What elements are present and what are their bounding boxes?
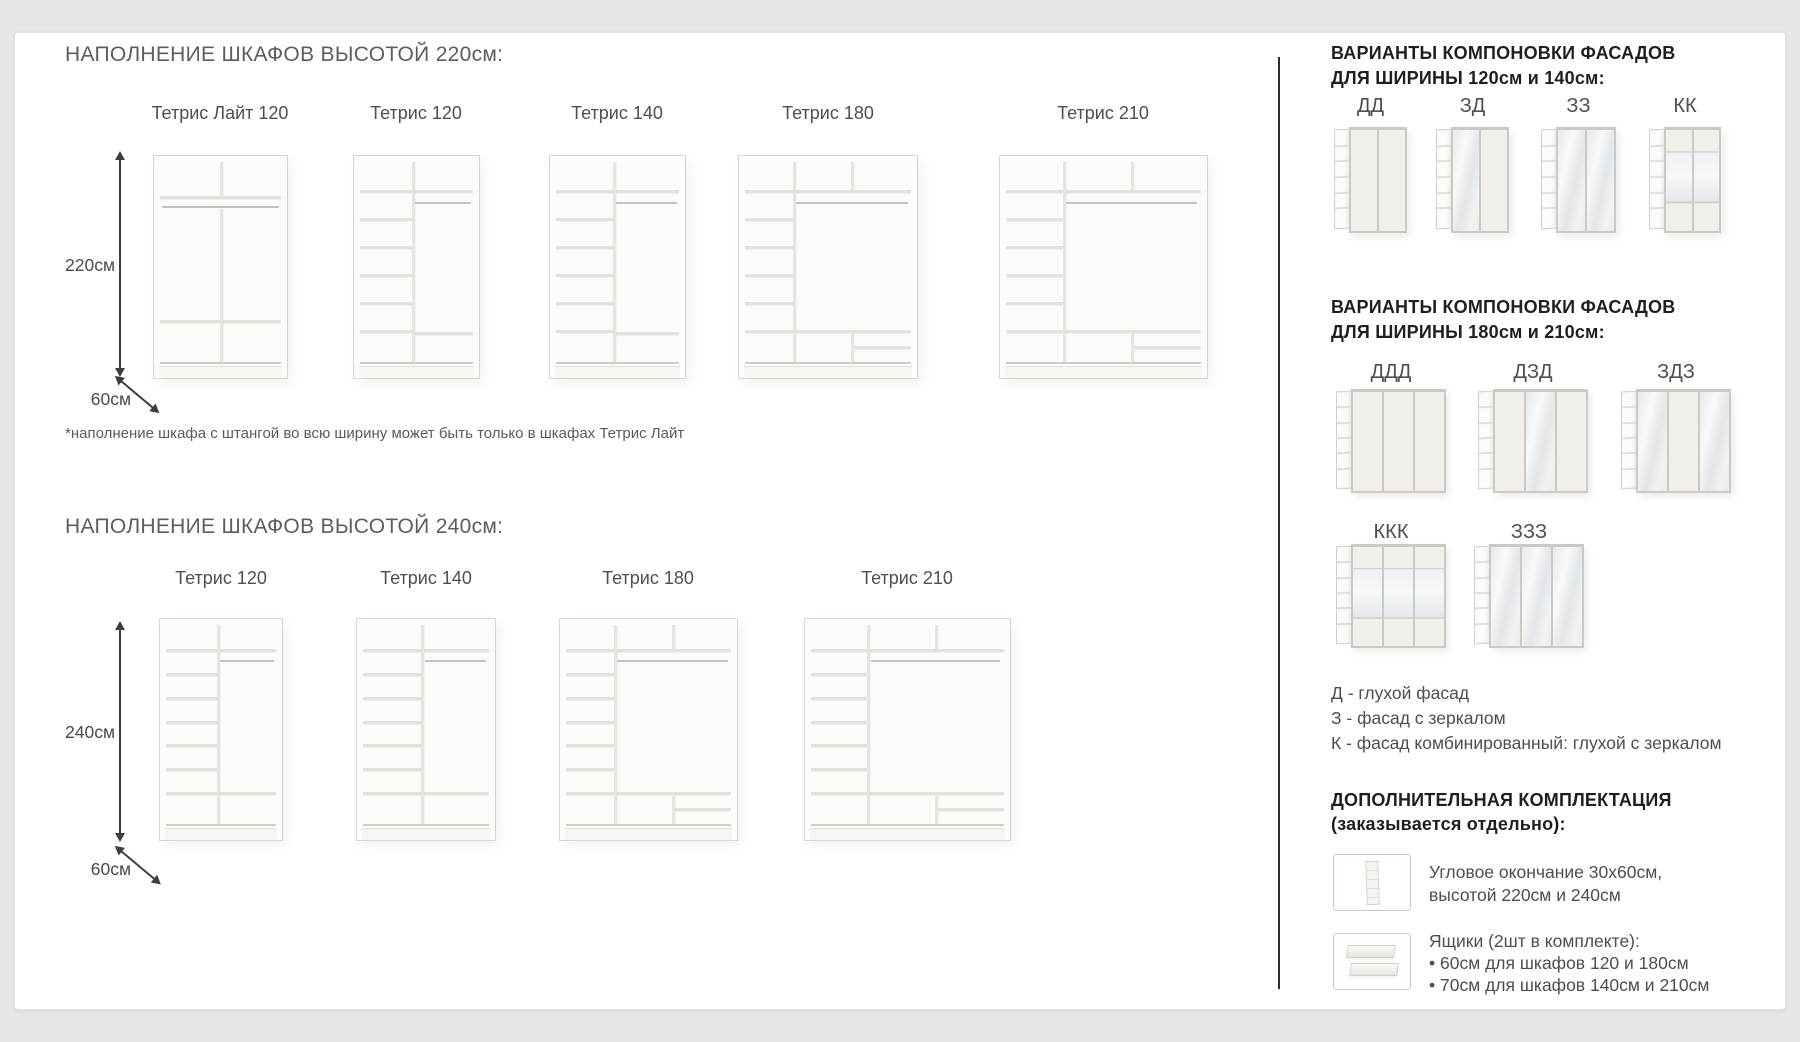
drawer-shape xyxy=(1349,963,1399,976)
door-line xyxy=(1453,130,1481,231)
divv-line xyxy=(220,320,223,362)
shelf-line xyxy=(811,673,867,676)
shelf-line xyxy=(556,274,613,277)
divv-line xyxy=(613,162,616,362)
section-220-title: НАПОЛНЕНИЕ ШКАФОВ ВЫСОТОЙ 220см: xyxy=(65,43,504,66)
fdoors-line xyxy=(1351,544,1446,648)
extras-item-line: высотой 220см и 240см xyxy=(1429,885,1621,905)
fshelf-line xyxy=(1335,160,1349,163)
shelf-line xyxy=(745,330,793,333)
shelf-line xyxy=(935,808,1004,811)
height-dimension-arrow xyxy=(119,629,121,834)
door-line xyxy=(1353,547,1384,646)
divv-line xyxy=(614,625,617,824)
divv-line xyxy=(421,625,424,824)
wardrobe-label: Тетрис 120 xyxy=(370,103,462,123)
door-line xyxy=(1553,547,1582,646)
fside-line xyxy=(1621,391,1637,490)
shelf-line xyxy=(360,218,412,221)
facade-variant-label: ДД xyxy=(1356,95,1385,117)
fshelf-line xyxy=(1437,176,1451,179)
door-line xyxy=(1415,392,1444,491)
wardrobe-diagram xyxy=(738,155,918,379)
corner-piece-shape xyxy=(1365,861,1380,905)
wardrobe-interior xyxy=(166,625,276,824)
facade-variant-label: ДДД xyxy=(1370,361,1412,383)
fshelf-line xyxy=(1337,452,1351,455)
fside-line xyxy=(1436,129,1452,230)
shelf-line xyxy=(1006,190,1063,193)
depth-dimension-label: 60см xyxy=(90,859,131,879)
door-line xyxy=(1526,392,1557,491)
shelf-line xyxy=(363,744,421,747)
door-line xyxy=(1587,130,1614,231)
shelf-line xyxy=(360,246,412,249)
fshelf-line xyxy=(1542,207,1556,210)
shelf-line xyxy=(566,697,614,700)
facade-variant-label: ЗД xyxy=(1459,95,1486,117)
fshelf-line xyxy=(1479,452,1493,455)
fshelf-line xyxy=(1542,176,1556,179)
door-track xyxy=(745,362,911,364)
drawers-icon xyxy=(1333,933,1411,990)
shelf-line xyxy=(166,792,217,795)
divv-line xyxy=(793,162,796,362)
wardrobe-label: Тетрис 210 xyxy=(1057,103,1149,123)
wardrobe-label: Тетрис 140 xyxy=(571,103,663,123)
rod-line xyxy=(796,202,907,204)
fshelf-line xyxy=(1337,592,1351,595)
rod-line xyxy=(415,202,470,204)
footnote: *наполнение шкафа с штангой во всю ширину может быть только в шкафах Тетрис Лайт xyxy=(65,425,685,442)
fshelf-line xyxy=(1479,421,1493,424)
plinth xyxy=(362,828,490,840)
fshelf-line xyxy=(1437,144,1451,147)
plinth xyxy=(810,828,1005,840)
fside-line xyxy=(1649,129,1665,230)
divv-line xyxy=(935,625,938,649)
divv-line xyxy=(1131,330,1134,362)
facade-variant-image xyxy=(1474,544,1584,648)
shelf-line xyxy=(811,697,867,700)
fshelf-line xyxy=(1337,437,1351,440)
facade-variant-image xyxy=(1334,127,1407,233)
wardrobe-diagram xyxy=(353,155,480,379)
shelf-line xyxy=(360,302,412,305)
facade-legend-line: З - фасад с зеркалом xyxy=(1331,708,1506,728)
shelf-line xyxy=(363,649,421,652)
facade-variant-image xyxy=(1436,127,1509,233)
height-dimension-arrow xyxy=(119,159,121,369)
door-line xyxy=(1384,547,1415,646)
fshelf-line xyxy=(1437,160,1451,163)
shelf-line xyxy=(745,274,793,277)
door-line xyxy=(1353,392,1384,491)
door-track xyxy=(363,824,489,826)
facade-variant-image xyxy=(1478,389,1588,493)
fshelf-line xyxy=(1475,592,1489,595)
shelf-line xyxy=(166,673,217,676)
fdoors-line xyxy=(1349,127,1407,233)
fdoors-line xyxy=(1489,544,1584,648)
wardrobe-interior xyxy=(745,162,911,362)
facade-variant-image xyxy=(1621,389,1731,493)
extras-item-line: Угловое окончание 30х60см, xyxy=(1429,862,1663,882)
shelf-line xyxy=(363,697,421,700)
shelf-line xyxy=(1006,274,1063,277)
height-dimension-label: 240см xyxy=(65,722,115,742)
shelf-line xyxy=(566,768,614,771)
facade-legend-line: К - фасад комбинированный: глухой с зеркалом xyxy=(1331,733,1722,753)
shelf-line xyxy=(566,721,614,724)
shelf-line xyxy=(1006,246,1063,249)
door-line xyxy=(1700,392,1729,491)
shelf-line xyxy=(613,190,679,193)
shelf-line xyxy=(867,649,1004,652)
rod-line xyxy=(871,660,1000,662)
fshelf-line xyxy=(1475,561,1489,564)
fshelf-line xyxy=(1337,607,1351,610)
shelf-line xyxy=(1006,218,1063,221)
fshelf-line xyxy=(1622,421,1636,424)
door-track xyxy=(566,824,731,826)
fshelf-line xyxy=(1337,406,1351,409)
fside-line xyxy=(1474,546,1490,645)
shelf-line xyxy=(412,332,473,335)
fdoors-line xyxy=(1493,389,1588,493)
fshelf-line xyxy=(1335,176,1349,179)
divv-line xyxy=(1131,162,1134,190)
facade-variant-image xyxy=(1336,544,1446,648)
door-line xyxy=(1669,392,1700,491)
fshelf-line xyxy=(1335,191,1349,194)
shelf-line xyxy=(556,330,613,333)
shelf-line xyxy=(217,792,276,795)
wardrobe-interior xyxy=(363,625,489,824)
facade-variant-label: ККК xyxy=(1373,521,1409,543)
fshelf-line xyxy=(1437,191,1451,194)
door-track xyxy=(166,824,276,826)
door-line xyxy=(1557,392,1586,491)
wardrobe-diagram xyxy=(559,618,738,841)
facade-group1-title-line1: ВАРИАНТЫ КОМПОНОВКИ ФАСАДОВ xyxy=(1331,43,1676,63)
wardrobe-label: Тетрис 180 xyxy=(782,103,874,123)
facade-variant-image xyxy=(1336,389,1446,493)
fdoors-line xyxy=(1451,127,1509,233)
shelf-line xyxy=(556,302,613,305)
height-dimension-label: 220см xyxy=(65,255,115,275)
section-240-title: НАПОЛНЕНИЕ ШКАФОВ ВЫСОТОЙ 240см: xyxy=(65,515,504,538)
door-line xyxy=(1351,130,1379,231)
facade-variant-image xyxy=(1649,127,1721,233)
extras-title-line1: ДОПОЛНИТЕЛЬНАЯ КОМПЛЕКТАЦИЯ xyxy=(1331,790,1672,810)
wardrobe-diagram xyxy=(356,618,496,841)
shelf-line xyxy=(166,721,217,724)
divv-line xyxy=(672,625,675,649)
fdoors-line xyxy=(1636,389,1731,493)
door-track xyxy=(1006,362,1201,364)
shelf-line xyxy=(217,649,276,652)
rod-line xyxy=(1066,202,1197,204)
fdoors-line xyxy=(1664,127,1721,233)
shelf-line xyxy=(566,744,614,747)
plinth xyxy=(744,366,912,378)
fshelf-line xyxy=(1622,406,1636,409)
divv-line xyxy=(935,792,938,824)
panel-divider xyxy=(1278,57,1280,989)
wardrobe-interior xyxy=(811,625,1004,824)
extras-item-line: • 60см для шкафов 120 и 180см xyxy=(1429,953,1689,973)
shelf-line xyxy=(1006,302,1063,305)
wardrobe-label: Тетрис 210 xyxy=(861,568,953,588)
rod-line xyxy=(220,660,274,662)
fshelf-line xyxy=(1479,437,1493,440)
extras-item-text xyxy=(1429,930,1709,996)
shelf-line xyxy=(851,346,911,349)
facade-variant-label: ДЗД xyxy=(1513,361,1553,383)
divv-line xyxy=(867,625,870,824)
door-track xyxy=(811,824,1004,826)
fshelf-line xyxy=(1337,467,1351,470)
wardrobe-label: Тетрис 140 xyxy=(380,568,472,588)
wardrobe-interior xyxy=(360,162,473,362)
depth-dimension-label: 60см xyxy=(90,389,131,409)
door-track xyxy=(160,362,281,364)
shelf-line xyxy=(745,218,793,221)
shelf-line xyxy=(556,190,613,193)
drawer-shape xyxy=(1346,945,1396,958)
fshelf-line xyxy=(1542,160,1556,163)
wardrobe-interior xyxy=(1006,162,1201,362)
shelf-line xyxy=(793,190,911,193)
fshelf-line xyxy=(1335,144,1349,147)
shelf-line xyxy=(556,246,613,249)
fside-line xyxy=(1478,391,1494,490)
divv-line xyxy=(220,209,223,320)
shelf-line xyxy=(614,649,731,652)
shelf-line xyxy=(613,332,679,335)
door-line xyxy=(1495,392,1526,491)
facade-variant-label: КК xyxy=(1673,95,1697,117)
fshelf-line xyxy=(1542,144,1556,147)
door-track xyxy=(360,362,473,364)
shelf-line xyxy=(166,768,217,771)
fside-line xyxy=(1336,546,1352,645)
fshelf-line xyxy=(1337,622,1351,625)
shelf-line xyxy=(1131,346,1201,349)
wardrobe-label: Тетрис Лайт 120 xyxy=(151,103,289,123)
wardrobe-diagram xyxy=(153,155,288,379)
fshelf-line xyxy=(1622,467,1636,470)
divv-line xyxy=(851,330,854,362)
shelf-line xyxy=(363,673,421,676)
fside-line xyxy=(1336,391,1352,490)
fshelf-line xyxy=(1650,191,1664,194)
fshelf-line xyxy=(1650,160,1664,163)
door-track xyxy=(556,362,679,364)
facade-variant-label: ЗЗ xyxy=(1566,95,1591,117)
shelf-line xyxy=(166,744,217,747)
extras-item-line: Ящики (2шт в комплекте): xyxy=(1429,931,1640,951)
divv-line xyxy=(412,162,415,362)
shelf-line xyxy=(745,302,793,305)
plinth xyxy=(555,366,680,378)
divv-line xyxy=(217,625,220,824)
extras-item-text xyxy=(1429,861,1662,907)
wardrobe-diagram xyxy=(549,155,686,379)
fdoors-line xyxy=(1556,127,1616,233)
divv-line xyxy=(220,162,223,196)
fshelf-line xyxy=(1622,437,1636,440)
facade-group2-title xyxy=(1331,295,1675,345)
fshelf-line xyxy=(1337,421,1351,424)
facade-group1-title-line2: ДЛЯ ШИРИНЫ 120см и 140см: xyxy=(1331,68,1605,88)
wardrobe-diagram xyxy=(999,155,1208,379)
door-line xyxy=(1694,130,1720,231)
shelf-line xyxy=(556,218,613,221)
shelf-line xyxy=(363,768,421,771)
extras-title-line2: (заказывается отдельно): xyxy=(1331,814,1566,834)
wardrobe-interior xyxy=(556,162,679,362)
plinth xyxy=(165,828,277,840)
shelf-line xyxy=(1063,190,1201,193)
facade-group2-title-line2: ДЛЯ ШИРИНЫ 180см и 210см: xyxy=(1331,322,1605,342)
plinth xyxy=(159,366,282,378)
wardrobe-label: Тетрис 120 xyxy=(175,568,267,588)
shelf-line xyxy=(566,673,614,676)
shelf-line xyxy=(566,649,614,652)
fshelf-line xyxy=(1542,191,1556,194)
door-line xyxy=(1379,130,1405,231)
extras-item-line: • 70см для шкафов 140см и 210см xyxy=(1429,975,1710,995)
fshelf-line xyxy=(1479,406,1493,409)
shelf-line xyxy=(811,744,867,747)
divv-line xyxy=(1063,162,1066,362)
rod-line xyxy=(425,660,487,662)
shelf-line xyxy=(363,721,421,724)
shelf-line xyxy=(363,792,421,795)
shelf-line xyxy=(360,330,412,333)
fshelf-line xyxy=(1650,207,1664,210)
shelf-line xyxy=(811,721,867,724)
shelf-line xyxy=(745,190,793,193)
divv-line xyxy=(851,162,854,190)
fshelf-line xyxy=(1475,576,1489,579)
shelf-line xyxy=(166,649,217,652)
extras-title xyxy=(1331,788,1672,836)
facade-variant-image xyxy=(1541,127,1616,233)
shelf-line xyxy=(811,792,867,795)
shelf-line xyxy=(421,792,489,795)
fshelf-line xyxy=(1335,207,1349,210)
fshelf-line xyxy=(1475,607,1489,610)
facade-group1-title xyxy=(1331,41,1675,91)
door-line xyxy=(1415,547,1444,646)
door-line xyxy=(1522,547,1553,646)
door-line xyxy=(1666,130,1694,231)
shelf-line xyxy=(360,274,412,277)
rod-line xyxy=(617,660,728,662)
fshelf-line xyxy=(1437,207,1451,210)
door-line xyxy=(1481,130,1507,231)
fshelf-line xyxy=(1337,576,1351,579)
fshelf-line xyxy=(1337,561,1351,564)
divv-line xyxy=(672,792,675,824)
corner-end-icon xyxy=(1333,854,1411,911)
wardrobe-interior xyxy=(566,625,731,824)
fshelf-line xyxy=(1650,176,1664,179)
plinth xyxy=(359,366,474,378)
facade-legend-line: Д - глухой фасад xyxy=(1331,683,1470,703)
rod-line xyxy=(616,202,676,204)
fshelf-line xyxy=(1479,467,1493,470)
plinth xyxy=(565,828,732,840)
facade-group2-title-line1: ВАРИАНТЫ КОМПОНОВКИ ФАСАДОВ xyxy=(1331,297,1676,317)
fshelf-line xyxy=(1622,452,1636,455)
door-line xyxy=(1491,547,1522,646)
shelf-line xyxy=(166,697,217,700)
fside-line xyxy=(1334,129,1350,230)
shelf-line xyxy=(1006,330,1063,333)
shelf-line xyxy=(811,768,867,771)
door-line xyxy=(1558,130,1587,231)
facade-variant-label: ЗЗЗ xyxy=(1510,521,1548,543)
wardrobe-interior xyxy=(160,162,281,362)
shelf-line xyxy=(811,649,867,652)
fdoors-line xyxy=(1351,389,1446,493)
wardrobe-diagram xyxy=(159,618,283,841)
door-line xyxy=(1638,392,1669,491)
shelf-line xyxy=(412,190,473,193)
plinth xyxy=(1005,366,1202,378)
shelf-line xyxy=(360,190,412,193)
shelf-line xyxy=(160,196,281,199)
shelf-line xyxy=(672,808,731,811)
fshelf-line xyxy=(1650,144,1664,147)
wardrobe-diagram xyxy=(804,618,1011,841)
facade-variant-label: ЗДЗ xyxy=(1657,361,1695,383)
shelf-line xyxy=(745,246,793,249)
page-card xyxy=(14,32,1786,1010)
shelf-line xyxy=(421,649,489,652)
rod-line xyxy=(162,206,278,208)
fshelf-line xyxy=(1475,622,1489,625)
fside-line xyxy=(1541,129,1557,230)
wardrobe-label: Тетрис 180 xyxy=(602,568,694,588)
door-line xyxy=(1384,392,1415,491)
shelf-line xyxy=(566,792,614,795)
